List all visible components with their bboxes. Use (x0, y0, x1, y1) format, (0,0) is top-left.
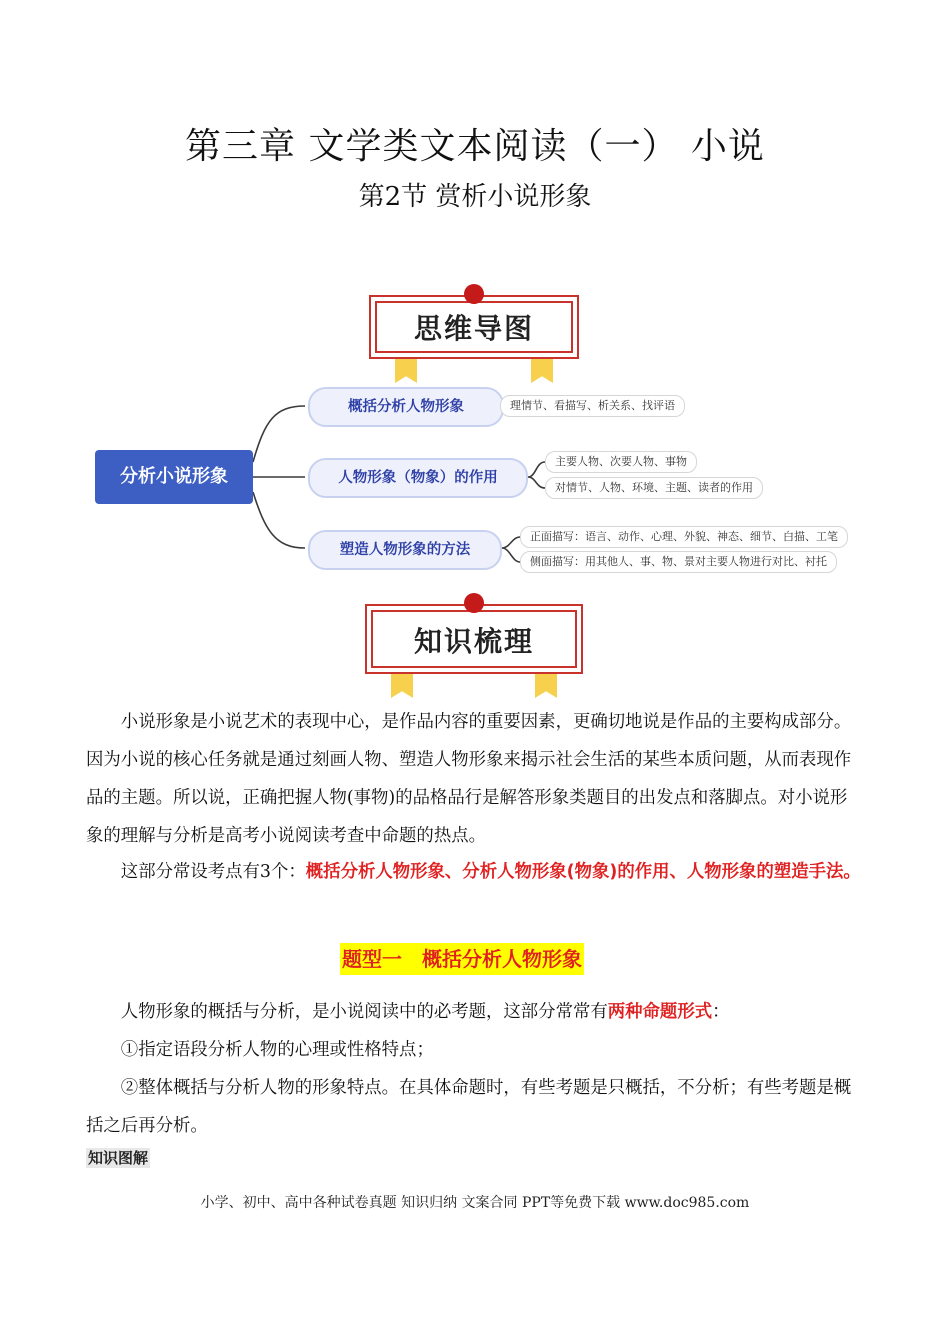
forms-suffix: ： (712, 1002, 730, 1022)
intro-paragraph (86, 703, 864, 855)
exam-points-prefix: 这部分常设考点有3个： (120, 862, 306, 882)
page-footer: 小学、初中、高中各种试卷真题 知识归纳 文案合同 PPT等免费下载 www.doc985.com (200, 1195, 750, 1211)
mindmap-leaf-3-2: 侧面描写：用其他人、事、物、景对主要人物进行对比、衬托 (520, 551, 837, 573)
red-dot-icon (464, 593, 484, 613)
mindmap (90, 380, 890, 580)
connector-branch3-leaves (502, 537, 520, 562)
connector-root-branch1 (253, 406, 305, 462)
connector-root-branch3 (253, 492, 305, 548)
mindmap-branch-2: 人物形象（物象）的作用 (308, 458, 528, 498)
mindmap-root-node: 分析小说形象 (95, 450, 253, 504)
banner-title: 知识梳理 (413, 625, 534, 658)
exam-points-highlight: 概括分析人物形象、分析人物形象(物象)的作用、人物形象的塑造手法。 (305, 862, 861, 882)
ribbon-left-icon (391, 674, 413, 698)
page-title: 第三章 文学类文本阅读（一） 小说 (185, 126, 765, 167)
mindmap-leaf-1-1: 理情节、看描写、析关系、找评语 (500, 395, 685, 417)
ribbon-right-icon (535, 674, 557, 698)
connector-branch2-leaves (528, 462, 545, 488)
section-subtitle: 第2节 赏析小说形象 (358, 182, 592, 212)
mindmap-leaf-2-1: 主要人物、次要人物、事物 (545, 451, 697, 473)
diagram-label: 知识图解 (88, 1149, 149, 1167)
mindmap-branch-1: 概括分析人物形象 (308, 387, 504, 427)
mindmap-leaf-3-1: 正面描写：语言、动作、心理、外貌、神态、细节、白描、工笔 (520, 526, 848, 548)
knowledge-banner (365, 604, 583, 674)
mindmap-banner (369, 295, 579, 359)
list-item-2: ②整体概括与分析人物的形象特点。在具体命题时，有些考题是只概括，不分析；有些考题是概括之后再分析。 (86, 1078, 852, 1136)
forms-prefix: 人物形象的概括与分析，是小说阅读中的必考题，这部分常常有 (120, 1002, 608, 1022)
mindmap-leaf-2-2: 对情节、人物、环境、主题、读者的作用 (545, 477, 763, 499)
banner-title: 思维导图 (413, 312, 534, 345)
forms-paragraph (86, 993, 864, 1031)
list-item-1: ①指定语段分析人物的心理或性格特点； (120, 1040, 434, 1060)
forms-highlight: 两种命题形式 (607, 1002, 713, 1022)
mindmap-branch-3: 塑造人物形象的方法 (308, 530, 502, 570)
intro-text: 小说形象是小说艺术的表现中心，是作品内容的重要因素，更确切地说是作品的主要构成部分。因为小说的核心任务就是通过刻画人物、塑造人物形象来揭示社会生活的某些本质问题，从而表现作品的主题。所以说，正确把握人物(事物)的品格品行是解答形象类题目的出发点和落脚点。对小说形象的理解与分析是高考小说阅读考查中命题的热点。 (86, 712, 852, 846)
red-dot-icon (464, 284, 484, 304)
exam-points-paragraph (86, 853, 864, 891)
question-type-heading: 题型一 概括分析人物形象 (340, 943, 584, 975)
